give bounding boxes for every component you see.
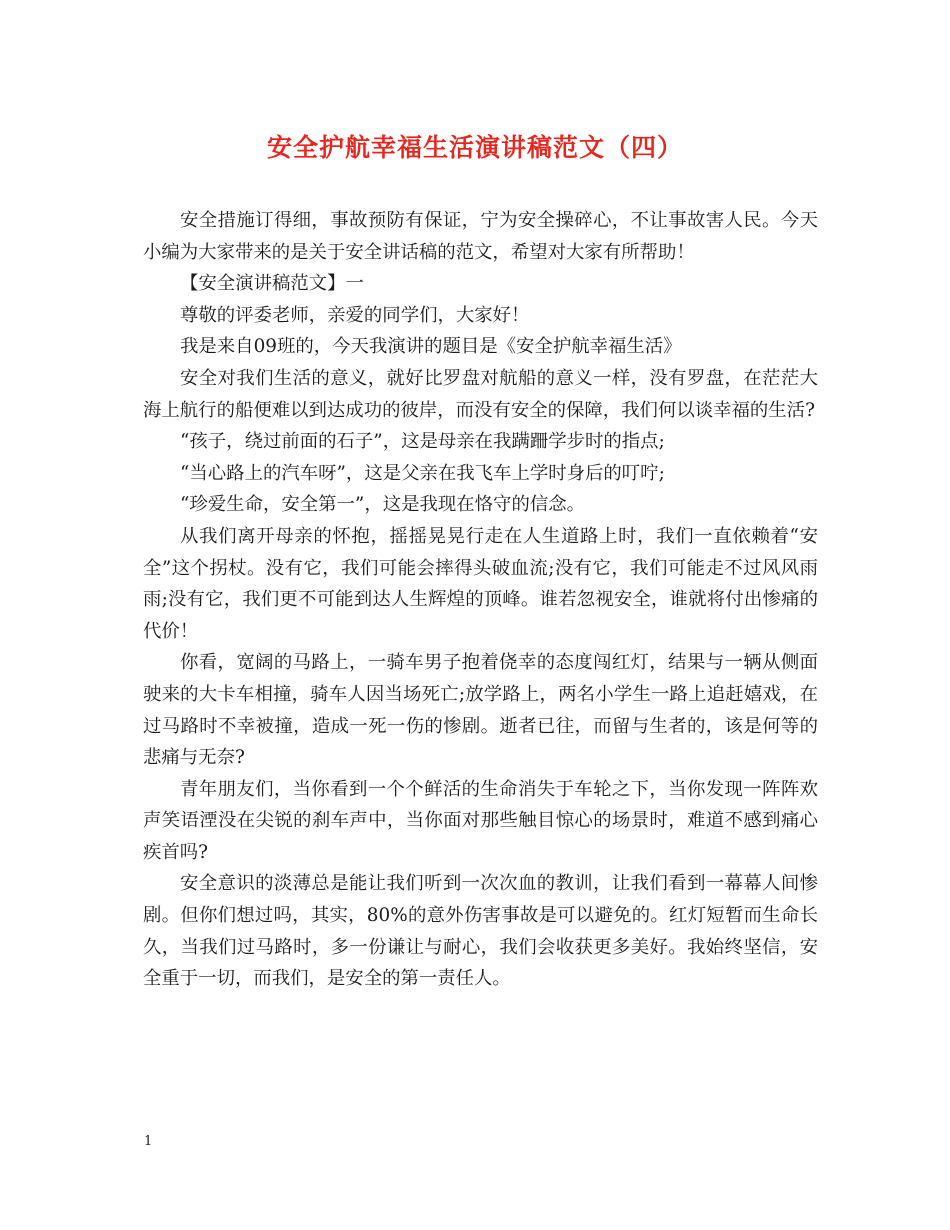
paragraph-accidents: 你看，宽阔的马路上，一骑车男子抱着侥幸的态度闯红灯，结果与一辆从侧面驶来的大卡车相撞，骑车人因当场死亡;放学路上，两名小学生一路上追赶嬉戏，在过马路时不幸被撞，造成一死一伤的惨剧。逝者已往，而留与生者的，该是何等的悲痛与无奈? [143,652,818,769]
page-number: 1 [144,1134,153,1149]
paragraph-young-friends: 青年朋友们，当你看到一个个鲜活的生命消失于车轮之下，当你发现一阵阵欢声笑语湮没在尖锐的刹车声中，当你面对那些触目惊心的场景时，难道不感到痛心疾首吗? [143,778,818,863]
paragraph-section-heading: 【安全演讲稿范文】一 [180,273,364,295]
paragraph-father-quote: “当心路上的汽车呀”，这是父亲在我飞车上学时身后的叮咛; [180,462,665,484]
document-title: 安全护航幸福生活演讲稿范文（四） [266,133,683,162]
paragraph-compass: 安全对我们生活的意义，就好比罗盘对航船的意义一样，没有罗盘，在茫茫大海上航行的船便难以到达成功的彼岸，而没有安全的保障，我们何以谈幸福的生活? [143,367,818,421]
paragraph-greeting: 尊敬的评委老师，亲爱的同学们，大家好！ [180,304,530,326]
paragraph-intro: 安全措施订得细，事故预防有保证，宁为安全操碎心，不让事故害人民。今天小编为大家带来的是关于安全讲话稿的范文，希望对大家有所帮助！ [143,210,818,263]
paragraph-mother-quote: “孩子，绕过前面的石子”，这是母亲在我蹒跚学步时的指点; [180,431,665,453]
document-body [143,205,818,995]
paragraph-awareness: 安全意识的淡薄总是能让我们听到一次次血的教训，让我们看到一幕幕人间惨剧。但你们想过吗，其实，80%的意外伤害事故是可以避免的。红灯短暂而生命长久，当我们过马路时，多一份谦让与耐心，我们会收获更多美好。我始终坚信，安全重于一切，而我们，是安全的第一责任人。 [143,873,818,990]
paragraph-crutch: 从我们离开母亲的怀抱，摇摇晃晃行走在人生道路上时，我们一直依赖着“安全”这个拐杖。没有它，我们可能会摔得头破血流;没有它，我们可能走不过风风雨雨;没有它，我们更不可能到达人生辉煌的顶峰。谁若忽视安全，谁就将付出惨痛的代价！ [143,525,818,642]
paragraph-belief-quote: “珍爱生命，安全第一”，这是我现在恪守的信念。 [180,494,586,516]
paragraph-topic: 我是来自09班的，今天我演讲的题目是《安全护航幸福生活》 [180,336,682,358]
